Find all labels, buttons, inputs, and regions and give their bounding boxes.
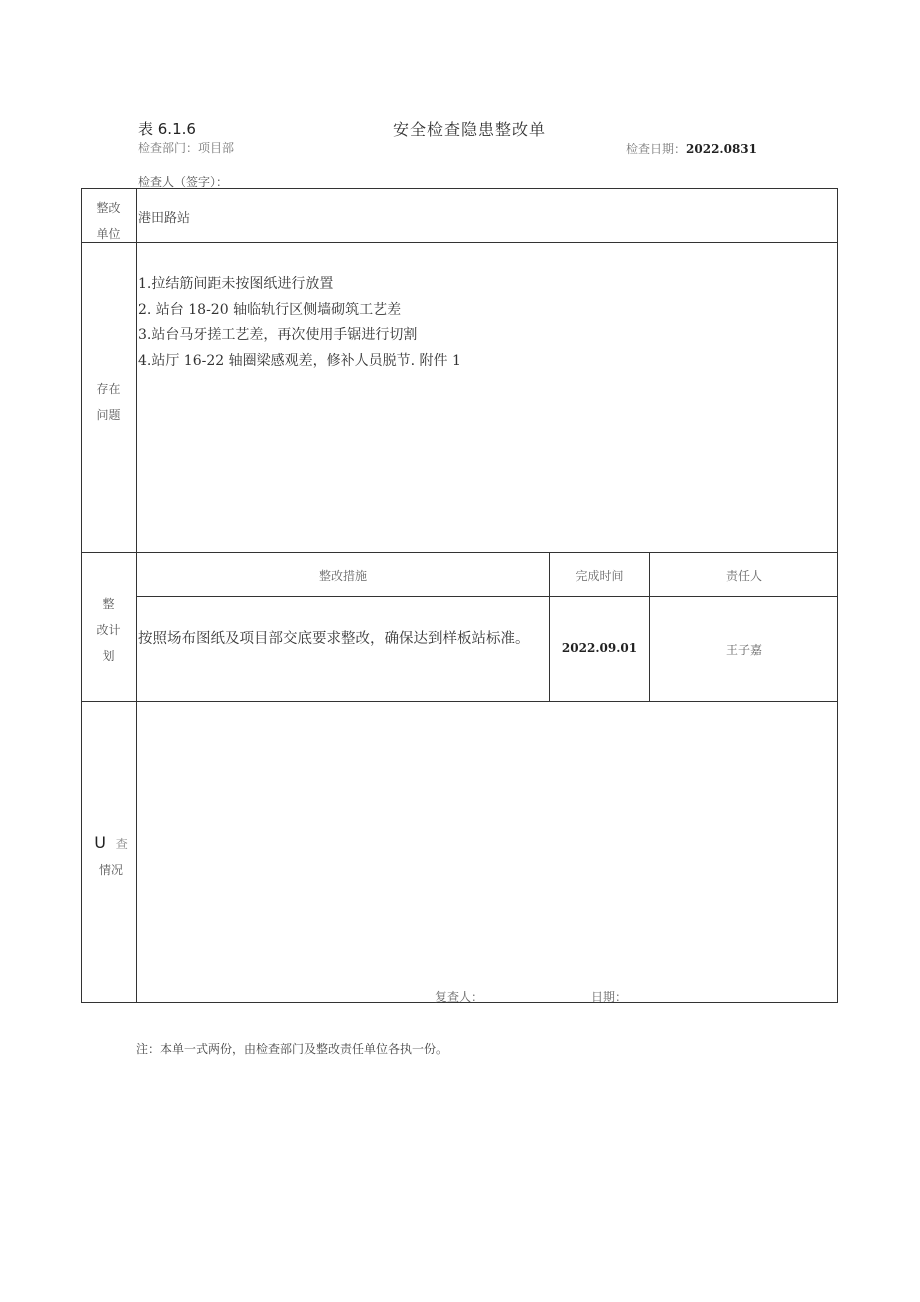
rectification-measure: 按照场布图纸及项目部交底要求整改，确保达到样板站标准。 <box>138 631 530 647</box>
plan-header-divider <box>136 596 838 597</box>
issue-item: 1.拉结筋间距未按图纸进行放置 <box>138 276 334 292</box>
page-title: 安全检查隐患整改单 <box>393 120 547 139</box>
unit-value: 港田路站 <box>138 211 191 226</box>
review-label-line1 <box>81 830 141 857</box>
col-header-person: 责任人 <box>725 569 762 583</box>
unit-label-line1: 整改 <box>96 201 121 215</box>
plan-label <box>81 591 136 669</box>
review-label <box>81 830 141 883</box>
inspection-date-label: 检查日期： <box>626 142 687 156</box>
issues-label-line1: 存在 <box>96 382 121 396</box>
plan-label-line3: 划 <box>102 649 115 663</box>
col-header-measure: 整改措施 <box>318 569 367 583</box>
row-divider-plan <box>81 701 838 702</box>
inspection-department: 检查部门：项目部 <box>138 141 235 155</box>
plan-label-line1: 整 <box>102 597 115 611</box>
review-date-field: 日期： <box>591 990 628 1004</box>
review-label-cha: 查 <box>115 837 128 851</box>
issue-item: 4.站厅 16-22 轴圈梁感观差，修补人员脱节. 附件 1 <box>138 352 461 369</box>
inspector-signature: 检查人（签字）： <box>138 175 229 189</box>
responsible-person: 王子嘉 <box>725 643 762 657</box>
plan-label-line2: 改计 <box>96 623 121 637</box>
table-number: 表 6.1.6 <box>138 120 196 138</box>
inspection-date-value: 2022.0831 <box>686 142 757 156</box>
unit-label <box>81 195 136 247</box>
issues-label <box>81 376 136 428</box>
issue-item: 2. 站台 18-20 轴临轨行区侧墙砌筑工艺差 <box>138 301 402 318</box>
col-header-time: 完成时间 <box>575 569 624 583</box>
issue-item: 3.站台马牙搓工艺差，再次使用手锯进行切割 <box>138 327 418 343</box>
review-label-u: U <box>94 833 106 852</box>
issues-label-line2: 问题 <box>96 408 121 422</box>
issues-list <box>138 272 461 374</box>
footnote: 注：本单一式两份，由检查部门及整改责任单位各执一份。 <box>136 1042 449 1056</box>
reviewer-field: 复查人： <box>435 990 484 1004</box>
inspection-date <box>626 140 757 157</box>
completion-time: 2022.09.01 <box>561 641 638 655</box>
unit-label-line2: 单位 <box>96 227 121 241</box>
review-label-line2: 情况 <box>98 863 123 877</box>
row-divider-unit <box>81 242 838 243</box>
row-divider-issues <box>81 552 838 553</box>
